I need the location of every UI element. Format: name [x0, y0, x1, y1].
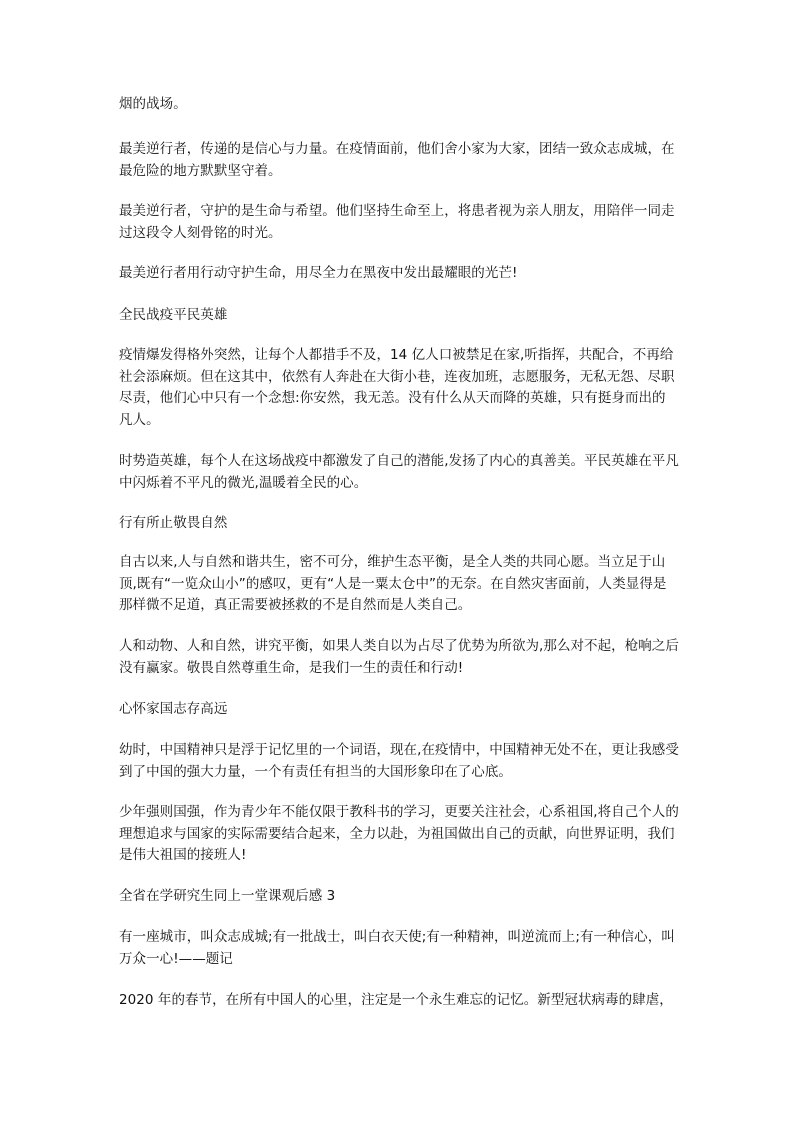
paragraph: 疫情爆发得格外突然，让每个人都措手不及，14 亿人口被禁足在家,听指挥，共配合，不再给社会添麻烦。但在这其中，依然有人奔赴在大街小巷，连夜加班，志愿服务，无私无怨、尽职尽责，他们心中只有一个念想:你安然，我无恙。没有什么从天而降的英雄，只有挺身而出的凡人。 [119, 347, 675, 428]
paragraph: 2020 年的春节，在所有中国人的心里，注定是一个永生难忘的记忆。新型冠状病毒的肆虐， [119, 992, 673, 1008]
paragraph: 最美逆行者，守护的是生命与希望。他们坚持生命至上，将患者视为亲人朋友，用陪伴一同走过这段令人刻骨铭的时光。 [119, 203, 675, 241]
paragraph-continuation: 烟的战场。 [119, 96, 187, 112]
paragraph: 最美逆行者，传递的是信心与力量。在疫情面前，他们舍小家为大家，团结一致众志成城，在最危险的地方默默坚守着。 [119, 141, 675, 179]
section-heading: 心怀家国志存高远 [119, 701, 228, 717]
paragraph: 时势造英雄，每个人在这场战疫中都激发了自己的潜能,发扬了内心的真善美。平民英雄在平凡中闪烁着不平凡的微光,温暖着全民的心。 [119, 453, 679, 491]
paragraph: 少年强则国强，作为青少年不能仅限于教科书的学习，更要关注社会，心系祖国,将自己个人的理想追求与国家的实际需要结合起来，全力以赴，为祖国做出自己的贡献，向世界证明，我们是伟大祖国的接班人! [119, 804, 679, 863]
paragraph: 最美逆行者用行动守护生命，用尽全力在黑夜中发出最耀眼的光芒! [119, 265, 518, 281]
section-heading: 全省在学研究生同上一堂课观后感 3 [119, 888, 336, 904]
paragraph: 自古以来,人与自然和谐共生，密不可分，维护生态平衡，是全人类的共同心愿。当立足于山顶,既有“一览众山小”的感叹，更有“人是一粟太仓中”的无奈。在自然灾害面前，人类显得是那样微不足道，真正需要被拯救的不是自然而是人类自己。 [119, 554, 667, 613]
paragraph: 人和动物、人和自然，讲究平衡，如果人类自以为占尽了优势为所欲为,那么对不起，枪响之后没有赢家。敬畏自然尊重生命，是我们一生的责任和行动! [119, 638, 679, 676]
paragraph: 幼时，中国精神只是浮于记忆里的一个词语，现在,在疫情中，中国精神无处不在，更让我感受到了中国的强大力量，一个有责任有担当的大国形象印在了心底。 [119, 742, 679, 780]
paragraph: 有一座城市，叫众志成城;有一批战士，叫白衣天使;有一种精神，叫逆流而上;有一种信心，叫万众一心!——题记 [119, 929, 675, 967]
section-heading: 全民战疫平民英雄 [119, 307, 228, 323]
section-heading: 行有所止敬畏自然 [119, 515, 228, 531]
